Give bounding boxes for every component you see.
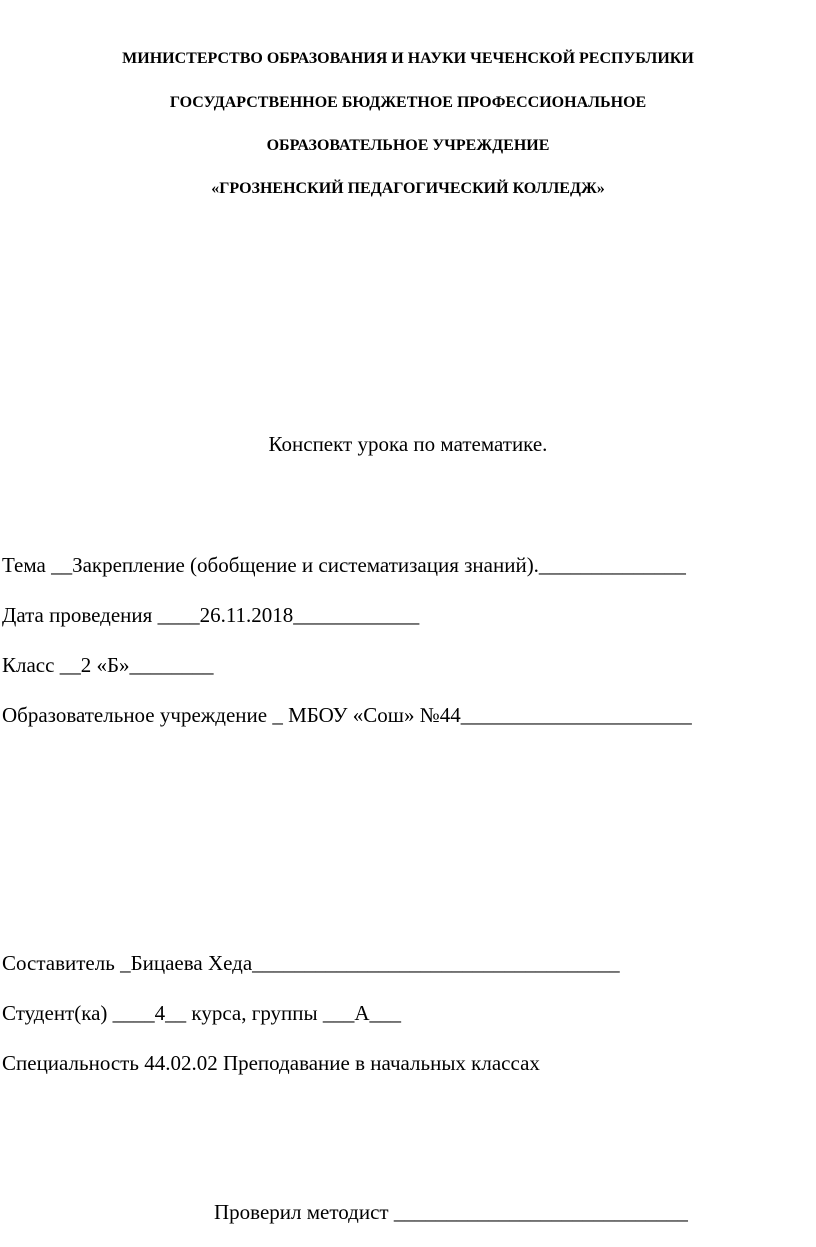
institution-category-heading: ОБРАЗОВАТЕЛЬНОЕ УЧРЕЖДЕНИЕ [266, 137, 550, 154]
document-title: Конспект урока по математике. [268, 432, 548, 456]
date-field: Дата проведения ____26.11.2018____________ [2, 603, 420, 627]
class-field: Класс __2 «Б»________ [2, 653, 214, 677]
reviewer-signature-field: Проверил методист ____________________________ [214, 1200, 688, 1224]
specialty-field: Специальность 44.02.02 Преподавание в начальных классах [2, 1051, 540, 1075]
institution-field: Образовательное учреждение _ МБОУ «Сош» №44______________________ [2, 703, 692, 727]
topic-field: Тема __Закрепление (обобщение и систематизация знаний).______________ [2, 553, 686, 577]
student-field: Студент(ка) ____4__ курса, группы ___А___ [2, 1001, 402, 1025]
compiler-field: Составитель _Бицаева Хеда___________________________________ [2, 951, 620, 975]
college-name-heading: «ГРОЗНЕНСКИЙ ПЕДАГОГИЧЕСКИЙ КОЛЛЕДЖ» [211, 180, 605, 197]
ministry-heading: МИНИСТЕРСТВО ОБРАЗОВАНИЯ И НАУКИ ЧЕЧЕНСКОЙ РЕСПУБЛИКИ [122, 50, 694, 67]
institution-type-heading: ГОСУДАРСТВЕННОЕ БЮДЖЕТНОЕ ПРОФЕССИОНАЛЬНОЕ [169, 94, 647, 111]
